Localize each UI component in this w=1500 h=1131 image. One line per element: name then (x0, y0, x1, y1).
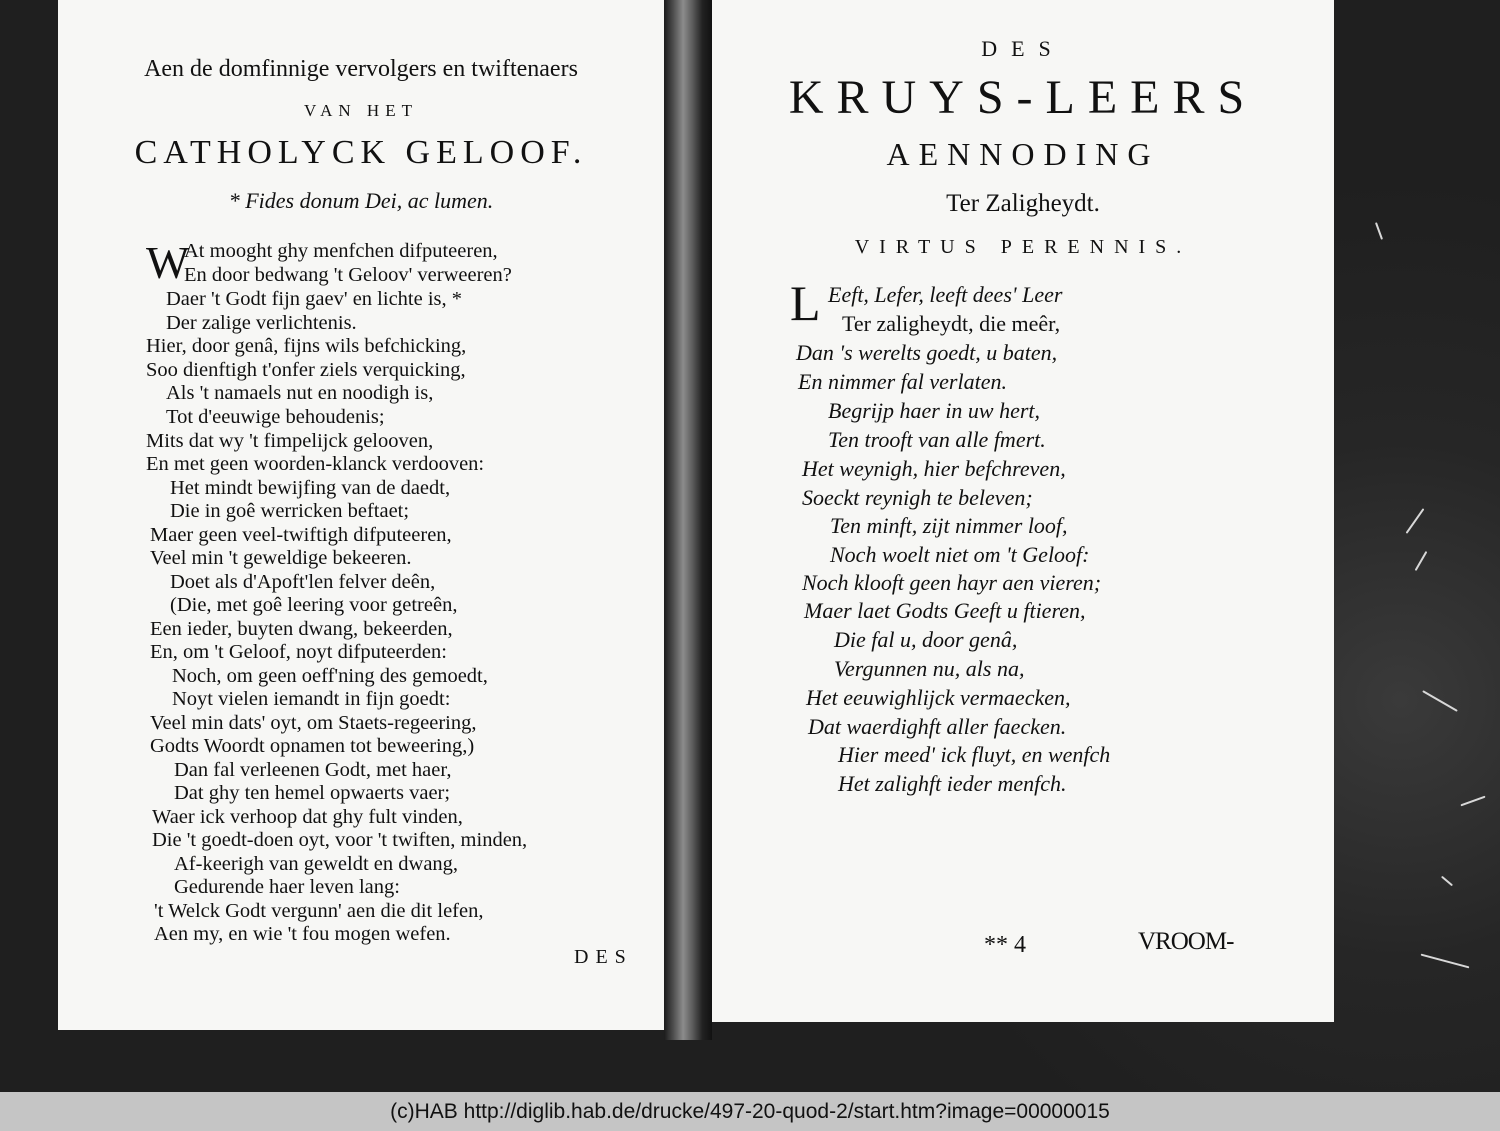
page-subtitle-2: Ter Zaligheydt. (946, 190, 1100, 217)
poem-line: Eeft, Lefer, leeft dees' Leer (828, 282, 1063, 307)
poem-line: Die fal u, door genâ, (834, 627, 1018, 652)
poem-line: Godts Woordt opnamen tot beweering,) (150, 735, 475, 757)
poem-line: Daer 't Godt fijn gaev' en lichte is, * (166, 288, 463, 310)
poem-line: En met geen woorden-klanck verdooven: (146, 453, 485, 475)
poem-line: Soeckt reynigh te beleven; (802, 485, 1033, 510)
motto: * Fides donum Dei, ac lumen. (228, 188, 494, 213)
poem-line: Begrijp haer in uw hert, (828, 398, 1041, 423)
poem-line: Vergunnen nu, als na, (834, 656, 1025, 681)
poem-line: En door bedwang 't Geloov' verweeren? (184, 264, 512, 286)
poem-line: Het weynigh, hier befchreven, (802, 456, 1066, 481)
poem-line: Noch woelt niet om 't Geloof: (830, 542, 1090, 567)
poem-line: Der zalige verlichtenis. (166, 312, 357, 334)
poem-line: Gedurende haer leven lang: (174, 876, 400, 898)
poem-line: Dan 's werelts goedt, u baten, (796, 340, 1058, 365)
page-title: KRUYS-LEERS (788, 71, 1258, 124)
poem-line: Veel min 't geweldige bekeeren. (150, 547, 412, 569)
poem-line: Hier, door genâ, fijns wils befchicking, (146, 335, 467, 357)
poem-line: Ten trooft van alle fmert. (828, 427, 1046, 452)
poem-line: Soo dienftigh t'onfer ziels verquicking, (146, 359, 466, 381)
page-subtitle: AENNODING (886, 136, 1160, 172)
drop-cap: W (146, 237, 190, 288)
catchword: VROOM- (1138, 928, 1234, 955)
poem-line: Noch klooft geen hayr aen vieren; (802, 570, 1102, 595)
drop-cap: L (790, 275, 821, 331)
poem-line: Dat waerdighft aller faecken. (808, 714, 1067, 739)
page-title: CATHOLYCK GELOOF. (134, 134, 588, 171)
poem-line: 't Welck Godt vergunn' aen die dit lefen, (154, 900, 484, 922)
poem-line: Tot d'eeuwige behoudenis; (166, 406, 385, 428)
poem-line: Die in goê werricken beftaet; (170, 500, 410, 522)
dedication-line: Aen de domfinnige vervolgers en twiftenaers (144, 56, 578, 82)
poem-line: Maer laet Godts Geeft u ftieren, (804, 598, 1086, 623)
poem-line: En, om 't Geloof, noyt difputeerden: (150, 641, 447, 663)
signature-mark: ** 4 (984, 932, 1026, 958)
poem-line: Het mindt bewijfing van de daedt, (170, 477, 451, 499)
motto: VIRTUS PERENNIS. (854, 236, 1192, 258)
catchword: DES (574, 946, 633, 968)
poem-line: Die 't goedt-doen oyt, voor 't twiften, minden, (152, 829, 528, 851)
poem-line: Aen my, en wie 't fou mogen wefen. (154, 923, 451, 945)
poem-line: En nimmer fal verlaten. (798, 369, 1007, 394)
poem-line: Het eeuwighlijck vermaecken, (806, 685, 1071, 710)
poem-line: Noyt vielen iemandt in fijn goedt: (172, 688, 451, 710)
book-gutter (664, 0, 712, 1040)
right-page (712, 0, 1334, 1022)
poem-line: At mooght ghy menfchen difputeeren, (184, 240, 498, 262)
subtitle: VAN HET (304, 101, 418, 120)
poem-line: Noch, om geen oeff'ning des gemoedt, (172, 665, 488, 687)
poem-line: Dan fal verleenen Godt, met haer, (174, 759, 452, 781)
poem-line: Een ieder, buyten dwang, bekeerden, (150, 618, 453, 640)
source-footer: (c)HAB http://diglib.hab.de/drucke/497-20-quod-2/start.htm?image=00000015 (0, 1092, 1500, 1131)
poem-line: Waer ick verhoop dat ghy fult vinden, (152, 806, 463, 828)
poem-line: Ter zaligheydt, die meêr, (842, 311, 1061, 336)
poem-line: Ten minft, zijt nimmer loof, (830, 513, 1068, 538)
poem-line: (Die, met goê leering voor getreên, (170, 594, 458, 616)
poem-line: Dat ghy ten hemel opwaerts vaer; (174, 782, 451, 804)
pre-title: DES (981, 36, 1065, 61)
poem-line: Het zalighft ieder menfch. (838, 771, 1067, 796)
poem-line: Maer geen veel-twiftigh difputeeren, (150, 524, 452, 546)
poem-line: Als 't namaels nut en noodigh is, (166, 382, 434, 404)
poem-line: Doet als d'Apoft'len felver deên, (170, 571, 436, 593)
poem-line: Veel min dats' oyt, om Staets-regeering, (150, 712, 477, 734)
left-page (58, 0, 664, 1030)
poem-line: Af-keerigh van geweldt en dwang, (174, 853, 459, 875)
poem-line: Hier meed' ick fluyt, en wenfch (838, 742, 1111, 767)
poem-line: Mits dat wy 't fimpelijck gelooven, (146, 430, 434, 452)
